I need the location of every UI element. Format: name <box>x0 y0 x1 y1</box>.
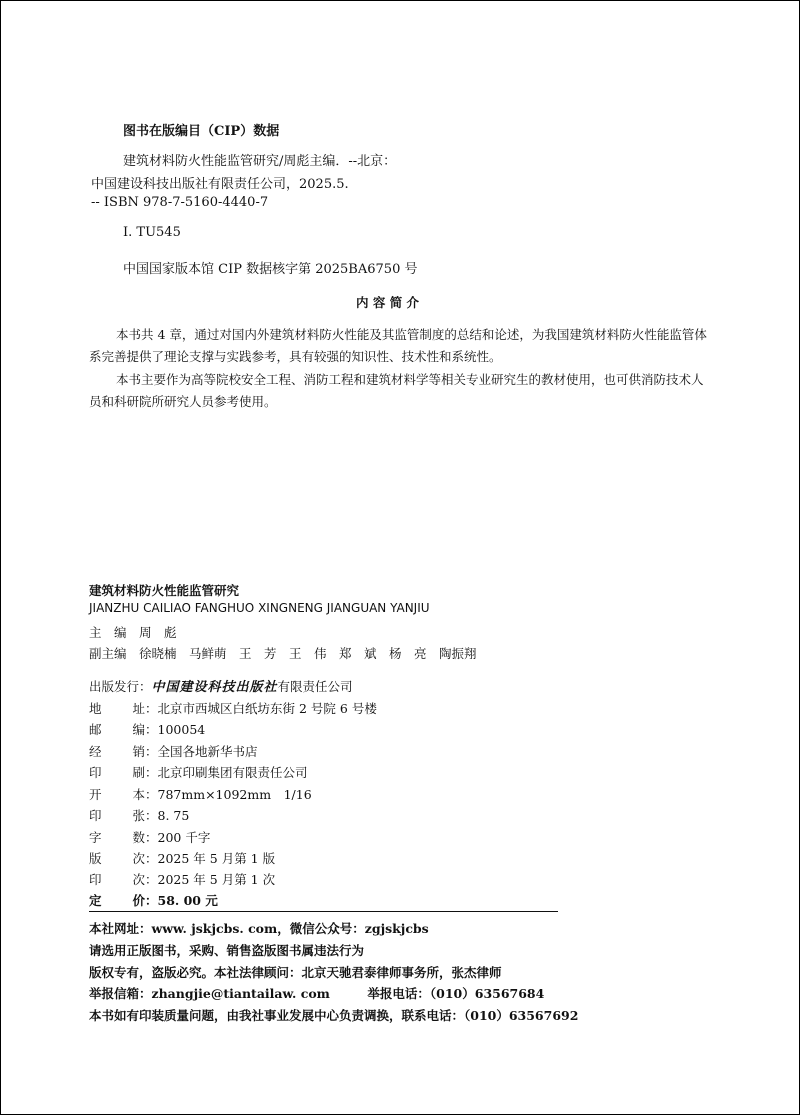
publisher-label: 出版发行： <box>89 679 152 694</box>
detail-row-postcode: 邮编：100054 <box>89 722 206 737</box>
book-title: 建筑材料防火性能监管研究 <box>89 583 240 598</box>
detail-row-printer: 印刷：北京印刷集团有限责任公司 <box>89 765 308 780</box>
deputy-editors-line: 副主编 徐晓楠 马鲜萌 王 芳 王 伟 郑 斌 杨 亮 陶振翔 <box>89 646 477 661</box>
detail-row-distributor: 经销：全国各地新华书店 <box>89 744 258 759</box>
detail-row-edition: 版次：2025 年 5 月第 1 版 <box>89 851 276 866</box>
piracy-warning: 请选用正版图书，采购、销售盗版图书属违法行为 <box>89 943 365 958</box>
editor-line: 主 编 周 彪 <box>89 625 177 640</box>
rights-line: 版权专有，盗版必究。本社法律顾问：北京天驰君泰律师事务所，张杰律师 <box>89 965 502 980</box>
cip-line-2: 中国建设科技出版社有限责任公司，2025.5. <box>91 177 349 192</box>
website-line: 本社网址：www. jskjcbs. com，微信公众号：zgjskjcbs <box>89 921 429 936</box>
cip-line-3: -- ISBN 978-7-5160-4440-7 <box>91 195 269 210</box>
report-line: 举报信箱：zhangjie@tiantailaw. com 举报电话：（010）63567684 <box>89 986 545 1001</box>
publisher-row <box>89 676 353 695</box>
cip-line-4: Ⅰ. TU545 <box>123 225 181 240</box>
publisher-logo: 中国建设科技出版社 <box>151 680 278 695</box>
book-title-pinyin: JIANZHU CAILIAO FANGHUO XINGNENG JIANGUAN YANJIU <box>89 601 430 615</box>
cip-line-5: 中国国家版本馆 CIP 数据核字第 2025BA6750 号 <box>123 262 418 277</box>
detail-row-printing: 印次：2025 年 5 月第 1 次 <box>89 872 276 887</box>
publisher-suffix: 有限责任公司 <box>277 679 353 694</box>
detail-row-address: 地址：北京市西城区白纸坊东街 2 号院 6 号楼 <box>89 701 377 716</box>
summary-title: 内 容 简 介 <box>356 295 420 310</box>
detail-row-price: 定价：58. 00 元 <box>89 893 218 908</box>
summary-paragraph-1: 本书共 4 章，通过对国内外建筑材料防火性能及其监管制度的总结和论述，为我国建筑材料防火性能监管体系完善提供了理论支撑与实践参考，具有较强的知识性、技术性和系统性。 <box>89 327 707 364</box>
divider-line <box>89 911 558 912</box>
detail-row-sheets: 印张：8. 75 <box>89 808 190 823</box>
cip-heading: 图书在版编目（CIP）数据 <box>123 124 280 139</box>
detail-row-format: 开本：787mm×1092mm 1/16 <box>89 787 312 802</box>
summary-paragraph-2: 本书主要作为高等院校安全工程、消防工程和建筑材料学等相关专业研究生的教材使用，也可供消防技术人员和科研院所研究人员参考使用。 <box>89 372 704 409</box>
detail-row-wordcount: 字数：200 千字 <box>89 830 211 845</box>
quality-line: 本书如有印装质量问题，由我社事业发展中心负责调换，联系电话：（010）63567692 <box>89 1008 579 1023</box>
cip-line-1: 建筑材料防火性能监管研究/周彪主编．--北京： <box>123 154 397 169</box>
